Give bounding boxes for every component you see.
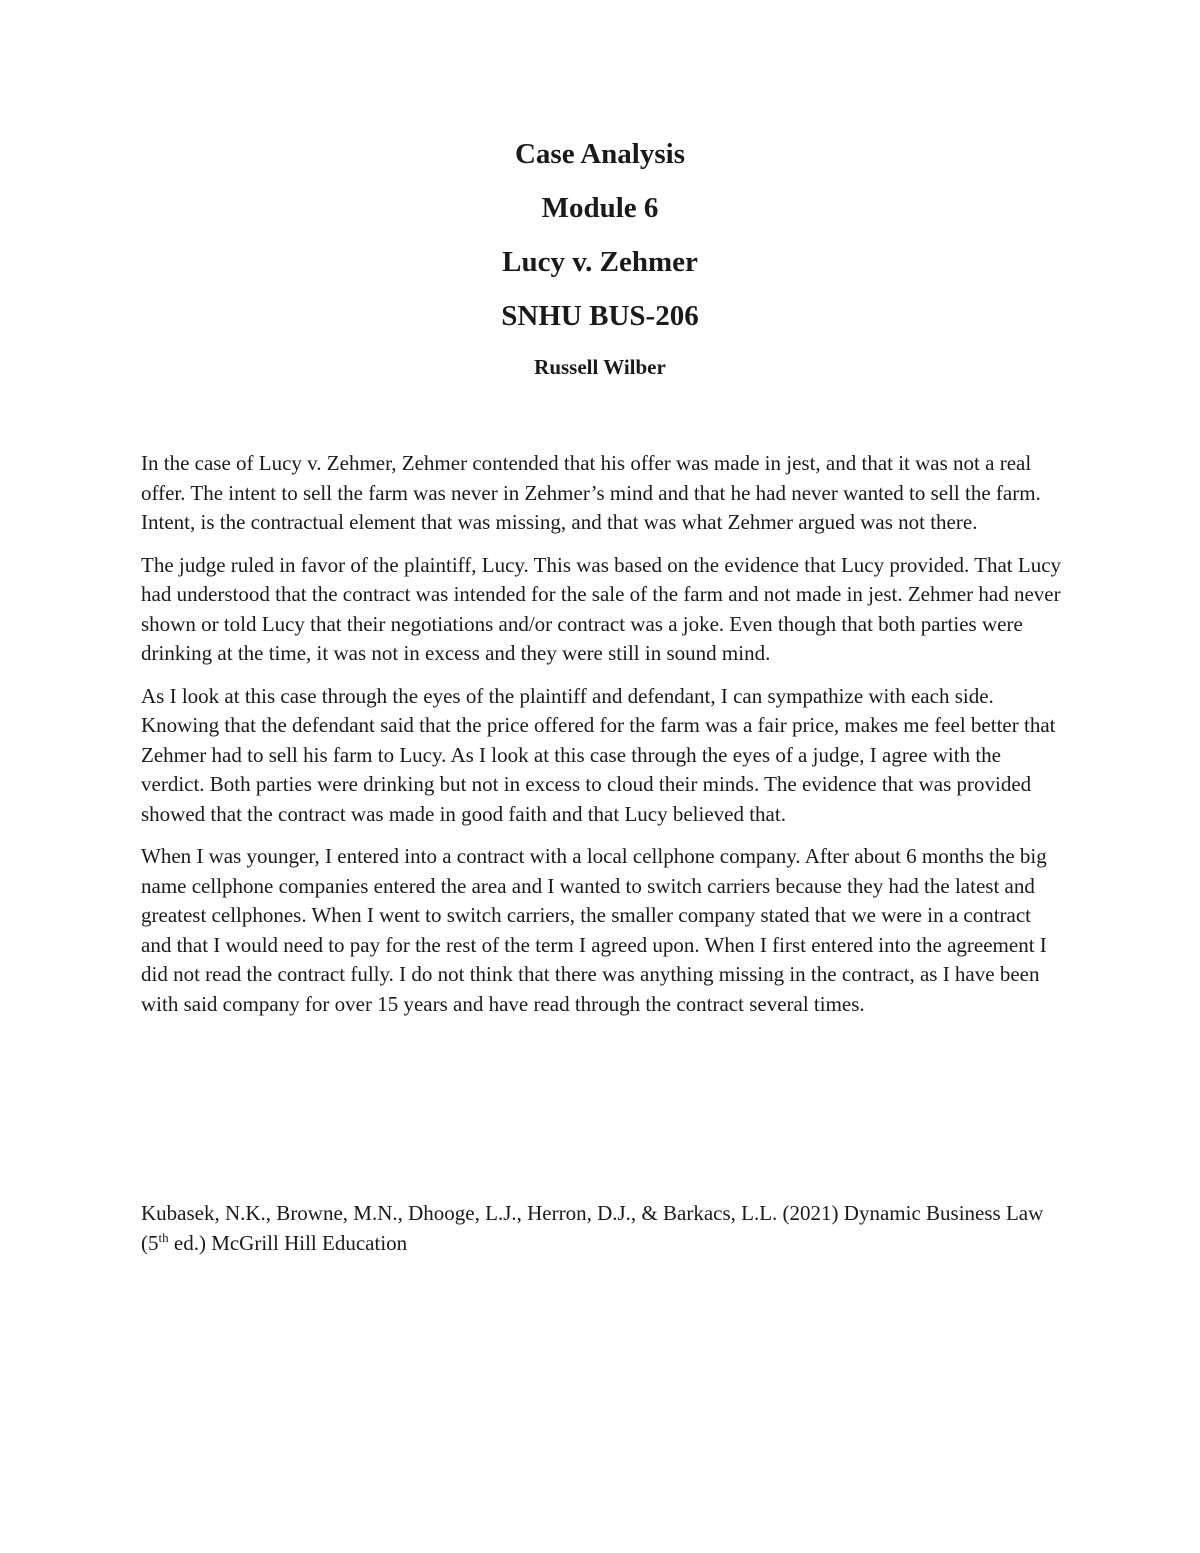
author-name: Russell Wilber <box>534 355 666 379</box>
reference-text-part2: ed.) McGrill Hill Education <box>168 1231 408 1255</box>
case-name-heading: Lucy v. Zehmer <box>502 246 698 278</box>
reference-superscript: th <box>158 1230 169 1245</box>
reference-citation <box>141 1198 1066 1258</box>
document-body <box>141 449 1066 1032</box>
course-heading: SNHU BUS-206 <box>501 300 699 332</box>
document-title: Case Analysis <box>514 138 685 170</box>
title-block <box>0 138 1200 380</box>
body-paragraph: As I look at this case through the eyes of the plaintiff and defendant, I can sympathize with each side. Knowing that the defendant said that the price offered for the farm was a fair price, makes me feel better that Zehmer had to sell his farm to Lucy. As I look at this case through the eyes of a judge, I agree with the verdict. Both parties were drinking but not in excess to cloud their minds. The evidence that was provided showed that the contract was made in good faith and that Lucy believed that. <box>141 683 1056 826</box>
body-paragraph: The judge ruled in favor of the plaintiff, Lucy. This was based on the evidence that Lucy provided. That Lucy had understood that the contract was intended for the sale of the farm and not made in jest. Zehmer had never shown or told Lucy that their negotiations and/or contract was a joke. Even though that both parties were drinking at the time, it was not in excess and they were still in sound mind. <box>141 552 1062 665</box>
reference-text-part1: Kubasek, N.K., Browne, M.N., Dhooge, L.J., Herron, D.J., & Barkacs, L.L. (2021) Dynamic Business Law (5 <box>141 1201 1044 1255</box>
body-paragraph: In the case of Lucy v. Zehmer, Zehmer contended that his offer was made in jest, and that it was not a real offer. The intent to sell the farm was never in Zehmer’s mind and that he had never wanted to sell the farm. Intent, is the contractual element that was missing, and that was what Zehmer argued was not there. <box>141 451 1041 534</box>
body-paragraph: When I was younger, I entered into a contract with a local cellphone company. After about 6 months the big name cellphone companies entered the area and I wanted to switch carriers because they had the latest and greatest cellphones. When I went to switch carriers, the smaller company stated that we were in a contract and that I would need to pay for the rest of the term I agreed upon. When I first entered into the agreement I did not read the contract fully. I do not think that there was anything missing in the contract, as I have been with said company for over 15 years and have read through the contract several times. <box>141 844 1047 1016</box>
module-heading: Module 6 <box>541 192 659 224</box>
